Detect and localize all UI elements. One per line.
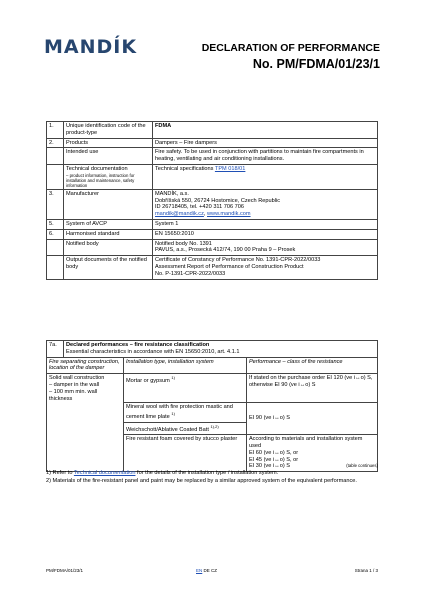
section-number: 7a. — [47, 341, 64, 358]
certificate-line: Certificate of Constancy of Performance No. 1391-CPR-2022/0033 — [155, 257, 321, 264]
row-number: 6. — [47, 229, 64, 239]
language-switch: EN DE CZ — [196, 568, 218, 573]
footnote-1: 1) Refer to Technical documentation for the details of the installation type / installation system. — [46, 470, 279, 476]
performance-cell: According to materials and installation system used EI 60 (ve i↔o) S, or EI 45 (ve i↔o) S, or EI 30 (ve i↔o) S — [246, 435, 377, 472]
row-value: EN 15650:2010 — [153, 229, 378, 239]
installation-cell: Weichschott/Ablative Coated Batt $^{1),2)}$ — [123, 422, 246, 435]
row-number: 1. — [47, 122, 64, 139]
label-detail: – product information, instruction for installation and maintenance, safety information — [66, 172, 135, 188]
performance-table — [46, 340, 378, 472]
row-label: Unique identification code of the product-type — [64, 122, 153, 139]
page-number: Strana 1 / 3 — [354, 568, 378, 573]
document-number: No. PM/FDMA/01/23/1 — [252, 57, 380, 71]
row-label: Products — [64, 138, 153, 148]
row-number — [47, 148, 64, 165]
assessment-number-line: No. P-1391-CPR-2022/0033 — [155, 270, 226, 277]
footnote-2: 2) Materials of the fire-resistant panel and paint may be replaced by a similar approved system of the equivalent performance. — [46, 478, 357, 484]
row-label — [64, 164, 153, 189]
row-label: Notified body — [64, 239, 153, 256]
row-value: Dampers – Fire dampers — [153, 138, 378, 148]
notified-body-number: Notified body No. 1391 — [155, 240, 212, 247]
performance-cell: If stated on the purchase order EI 120 (ve i↔o) S, otherwise EI 90 (ve i↔o) S — [246, 374, 377, 403]
table-row — [47, 164, 378, 189]
column-header: Installation type, installation system — [123, 357, 246, 374]
installation-cell: Mortar or gypsum $^{1)}$ — [123, 374, 246, 403]
row-label: Output documents of the notified body — [64, 256, 153, 279]
value-prefix: Technical specifications — [155, 165, 215, 172]
construction-cell — [47, 374, 124, 472]
row-value — [153, 164, 378, 189]
table-row — [47, 374, 378, 403]
row-number: 3. — [47, 189, 64, 219]
notified-body-address: PAVUS, a.s., Prosecká 412/74, 190 00 Praha 9 – Prosek — [155, 247, 296, 254]
manufacturer-address: Dobříšská 550, 26724 Hostomice, Czech Republic — [155, 197, 280, 204]
footnotes — [46, 469, 380, 485]
installation-cell: Fire resistant foam covered by stucco plaster — [123, 435, 246, 472]
manufacturer-id: ID 26718405, tel. +420 311 706 706 — [155, 204, 245, 211]
table-row — [47, 122, 378, 139]
manufacturer-name: MANDÍK, a.s. — [155, 190, 189, 197]
row-value — [153, 239, 378, 256]
row-number: 5. — [47, 219, 64, 229]
row-number — [47, 239, 64, 256]
document-title — [202, 40, 380, 72]
technical-specification-link[interactable]: TPM 018/01 — [214, 165, 246, 172]
row-number — [47, 164, 64, 189]
table-row — [47, 148, 378, 165]
table-row — [47, 239, 378, 256]
row-value — [153, 189, 378, 219]
table-row — [47, 138, 378, 148]
installation-cell: Mineral wool with fire protection mastic and cement lime plate $^{1)}$ — [123, 403, 246, 422]
heading-text: Declared performances – fire resistance classification — [66, 342, 210, 348]
email-link[interactable]: mandik@mandik.cz — [155, 211, 204, 218]
column-header: Fire separating construction, location of the damper — [47, 357, 124, 374]
construction-line: – 100 mm min. wall thickness — [49, 388, 98, 402]
title-text: DECLARATION OF PERFORMANCE — [201, 42, 380, 54]
language-en-link[interactable]: EN — [196, 568, 203, 573]
table-continues-note: (table continues) — [346, 463, 378, 468]
website-link[interactable]: www.mandik.com — [207, 211, 251, 218]
row-label: Intended use — [64, 148, 153, 165]
row-label: Harmonised standard — [64, 229, 153, 239]
row-value: FDMA — [153, 122, 378, 139]
table-row — [47, 219, 378, 229]
technical-documentation-link[interactable]: Technical documentation — [73, 470, 136, 476]
table-row — [47, 189, 378, 219]
row-number: 2. — [47, 138, 64, 148]
product-info-table — [46, 121, 378, 280]
label-main: Technical documentation — [66, 165, 128, 172]
table-row — [47, 256, 378, 279]
row-value: System 1 — [153, 219, 378, 229]
subheading-text: Essential characteristics in accordance with EN 15650:2010, art. 4.1.1 — [66, 348, 240, 355]
row-number — [47, 256, 64, 279]
performance-cell: EI 90 (ve i↔o) S — [246, 403, 377, 435]
row-value: Fire safety. To be used in conjunction with partitions to maintain fire compartments in heating, ventilating and air conditioning installations. — [153, 148, 378, 165]
assessment-report-line: Assessment Report of Performance of Construction Product — [155, 263, 304, 270]
column-header: Performance – class of fire resistance — [246, 357, 377, 374]
manufacturer-contacts: mandik@mandik.cz, www.mandik.com — [155, 211, 251, 218]
construction-line: – damper in the wall — [49, 381, 100, 388]
mandik-logo: MANDÍK — [44, 36, 138, 58]
table-row — [47, 229, 378, 239]
row-label: Manufacturer — [64, 189, 153, 219]
footer-document-id: PM/FDMA/01/23/1 — [46, 568, 84, 573]
column-header-row — [47, 357, 378, 374]
row-value — [153, 256, 378, 279]
row-label: System of AVCP — [64, 219, 153, 229]
construction-line: Solid wall construction — [49, 375, 105, 382]
table-header-row — [47, 341, 378, 358]
section-heading — [64, 341, 378, 358]
